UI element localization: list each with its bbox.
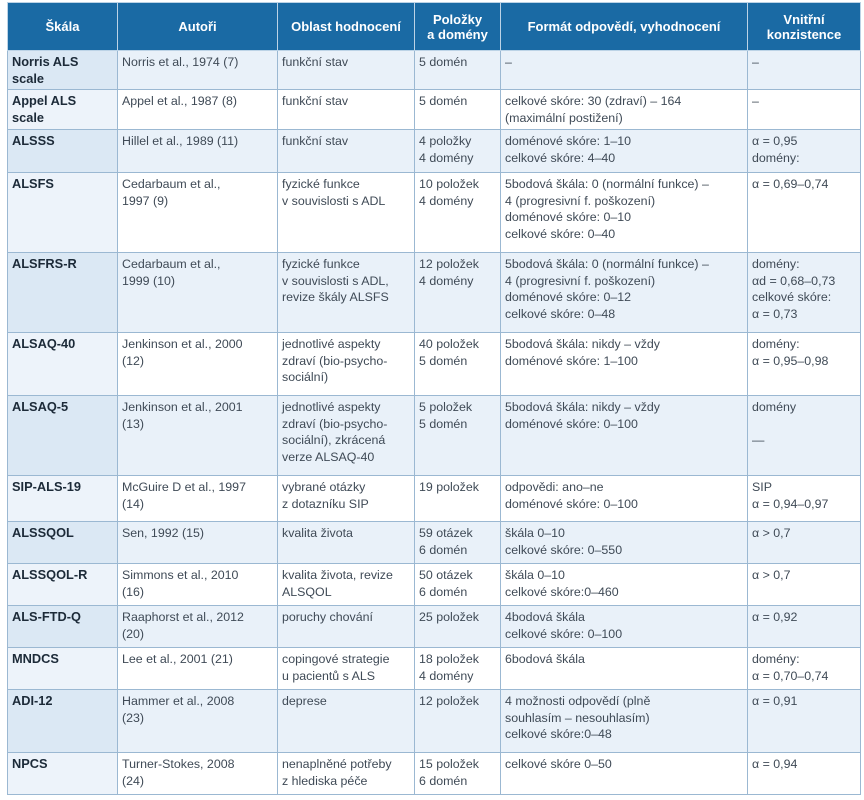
items-domains-cell: 25 položek [415, 605, 501, 647]
table-row [8, 51, 861, 90]
table-row [8, 252, 861, 332]
authors-cell: Sen, 1992 (15) [118, 521, 278, 563]
scale-name-cell: SIP-ALS-19 [8, 475, 118, 521]
assessment-area-cell: deprese [278, 689, 415, 752]
table-body [8, 51, 861, 795]
header-response-format: Formát odpovědí, vyhodnocení [501, 3, 748, 51]
authors-cell: McGuire D et al., 1997 (14) [118, 475, 278, 521]
items-domains-cell: 18 položek 4 domény [415, 647, 501, 689]
response-format-cell: celkové skóre: 30 (zdraví) – 164 (maximální postižení) [501, 90, 748, 129]
assessment-area-cell: poruchy chování [278, 605, 415, 647]
assessment-area-cell: funkční stav [278, 90, 415, 129]
authors-cell: Hammer et al., 2008 (23) [118, 689, 278, 752]
scale-name-cell: ALS-FTD-Q [8, 605, 118, 647]
response-format-cell: 5bodová škála: nikdy – vždy doménové skóre: 1–100 [501, 332, 748, 395]
scale-name-cell: ALSSS [8, 129, 118, 172]
scale-name-cell: Norris ALS scale [8, 51, 118, 90]
table-row [8, 752, 861, 794]
consistency-cell: α > 0,7 [748, 521, 861, 563]
assessment-area-cell: jednotlivé aspekty zdraví (bio-psycho- sociální) [278, 332, 415, 395]
response-format-cell: celkové skóre 0–50 [501, 752, 748, 794]
table-row [8, 647, 861, 689]
items-domains-cell: 15 položek 6 domén [415, 752, 501, 794]
response-format-cell: 4bodová škála celkové skóre: 0–100 [501, 605, 748, 647]
scale-name-cell: ALSAQ-5 [8, 395, 118, 475]
als-scales-table [7, 2, 861, 795]
authors-cell: Turner-Stokes, 2008 (24) [118, 752, 278, 794]
consistency-cell: domény: α = 0,70–0,74 [748, 647, 861, 689]
items-domains-cell: 40 položek 5 domén [415, 332, 501, 395]
scale-name-cell: ALSAQ-40 [8, 332, 118, 395]
consistency-cell: domény: α = 0,95–0,98 [748, 332, 861, 395]
authors-cell: Cedarbaum et al., 1999 (10) [118, 252, 278, 332]
assessment-area-cell: vybrané otázky z dotazníku SIP [278, 475, 415, 521]
table-row [8, 689, 861, 752]
authors-cell: Jenkinson et al., 2001 (13) [118, 395, 278, 475]
assessment-area-cell: funkční stav [278, 129, 415, 172]
consistency-cell: domény — [748, 395, 861, 475]
response-format-cell: 4 možnosti odpovědí (plně souhlasím – nesouhlasím) celkové skóre:0–48 [501, 689, 748, 752]
authors-cell: Hillel et al., 1989 (11) [118, 129, 278, 172]
items-domains-cell: 5 položek 5 domén [415, 395, 501, 475]
response-format-cell: škála 0–10 celkové skóre:0–460 [501, 563, 748, 605]
authors-cell: Raaphorst et al., 2012 (20) [118, 605, 278, 647]
scale-name-cell: ALSSQOL [8, 521, 118, 563]
scale-name-cell: NPCS [8, 752, 118, 794]
response-format-cell: – [501, 51, 748, 90]
assessment-area-cell: fyzické funkce v souvislosti s ADL, revize škály ALSFS [278, 252, 415, 332]
table-row [8, 563, 861, 605]
items-domains-cell: 12 položek 4 domény [415, 252, 501, 332]
items-domains-cell: 19 položek [415, 475, 501, 521]
response-format-cell: 5bodová škála: 0 (normální funkce) – 4 (progresivní f. poškození) doménové skóre: 0–10 celkové skóre: 0–40 [501, 172, 748, 252]
assessment-area-cell: nenaplněné potřeby z hlediska péče [278, 752, 415, 794]
response-format-cell: 6bodová škála [501, 647, 748, 689]
header-scale: Škála [8, 3, 118, 51]
consistency-cell: α = 0,92 [748, 605, 861, 647]
consistency-cell: SIP α = 0,94–0,97 [748, 475, 861, 521]
header-items-domains: Položky a domény [415, 3, 501, 51]
table-row [8, 395, 861, 475]
authors-cell: Simmons et al., 2010 (16) [118, 563, 278, 605]
authors-cell: Lee et al., 2001 (21) [118, 647, 278, 689]
header-row [8, 3, 861, 51]
consistency-cell: α > 0,7 [748, 563, 861, 605]
consistency-cell: α = 0,69–0,74 [748, 172, 861, 252]
table-row [8, 129, 861, 172]
table-header [8, 3, 861, 51]
items-domains-cell: 50 otázek 6 domén [415, 563, 501, 605]
table-row [8, 332, 861, 395]
items-domains-cell: 5 domén [415, 51, 501, 90]
table-row [8, 90, 861, 129]
consistency-cell: – [748, 51, 861, 90]
authors-cell: Appel et al., 1987 (8) [118, 90, 278, 129]
scale-name-cell: ADI-12 [8, 689, 118, 752]
assessment-area-cell: jednotlivé aspekty zdraví (bio-psycho- sociální), zkrácená verze ALSAQ-40 [278, 395, 415, 475]
assessment-area-cell: copingové strategie u pacientů s ALS [278, 647, 415, 689]
items-domains-cell: 5 domén [415, 90, 501, 129]
items-domains-cell: 4 položky 4 domény [415, 129, 501, 172]
response-format-cell: doménové skóre: 1–10 celkové skóre: 4–40 [501, 129, 748, 172]
consistency-cell: domény: αd = 0,68–0,73 celkové skóre: α = 0,73 [748, 252, 861, 332]
header-internal-consistency: Vnitřní konzistence [748, 3, 861, 51]
scales-table-container [7, 2, 860, 795]
assessment-area-cell: fyzické funkce v souvislosti s ADL [278, 172, 415, 252]
table-row [8, 521, 861, 563]
response-format-cell: škála 0–10 celkové skóre: 0–550 [501, 521, 748, 563]
scale-name-cell: ALSFS [8, 172, 118, 252]
authors-cell: Cedarbaum et al., 1997 (9) [118, 172, 278, 252]
response-format-cell: odpovědi: ano–ne doménové skóre: 0–100 [501, 475, 748, 521]
header-assessment-area: Oblast hodnocení [278, 3, 415, 51]
header-authors: Autoři [118, 3, 278, 51]
consistency-cell: – [748, 90, 861, 129]
items-domains-cell: 59 otázek 6 domén [415, 521, 501, 563]
consistency-cell: α = 0,91 [748, 689, 861, 752]
response-format-cell: 5bodová škála: nikdy – vždy doménové skóre: 0–100 [501, 395, 748, 475]
response-format-cell: 5bodová škála: 0 (normální funkce) – 4 (progresivní f. poškození) doménové skóre: 0–12 celkové skóre: 0–48 [501, 252, 748, 332]
assessment-area-cell: kvalita života, revize ALSQOL [278, 563, 415, 605]
scale-name-cell: Appel ALS scale [8, 90, 118, 129]
assessment-area-cell: funkční stav [278, 51, 415, 90]
table-row [8, 172, 861, 252]
consistency-cell: α = 0,95 domény: [748, 129, 861, 172]
authors-cell: Norris et al., 1974 (7) [118, 51, 278, 90]
scale-name-cell: ALSFRS-R [8, 252, 118, 332]
items-domains-cell: 10 položek 4 domény [415, 172, 501, 252]
authors-cell: Jenkinson et al., 2000 (12) [118, 332, 278, 395]
table-row [8, 475, 861, 521]
consistency-cell: α = 0,94 [748, 752, 861, 794]
assessment-area-cell: kvalita života [278, 521, 415, 563]
scale-name-cell: MNDCS [8, 647, 118, 689]
items-domains-cell: 12 položek [415, 689, 501, 752]
table-row [8, 605, 861, 647]
scale-name-cell: ALSSQOL-R [8, 563, 118, 605]
